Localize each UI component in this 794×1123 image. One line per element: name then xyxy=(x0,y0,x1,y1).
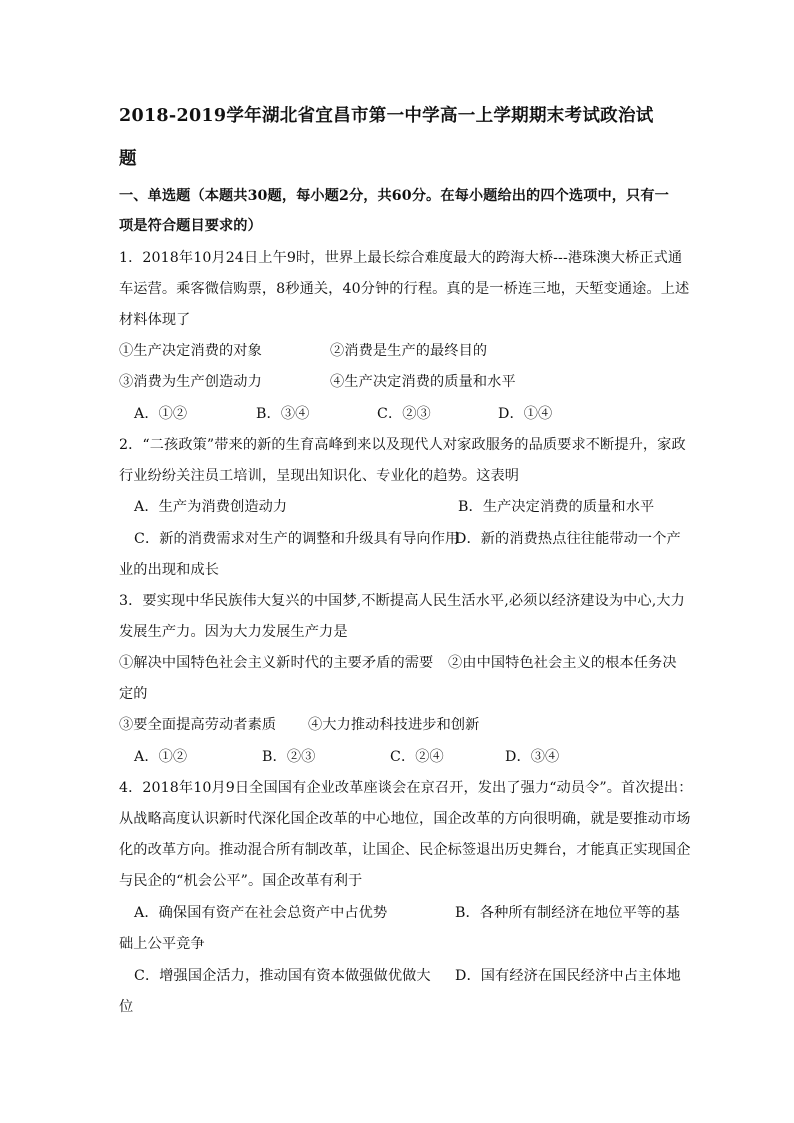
q2-option-b: B．生产决定消费的质量和水平 xyxy=(458,499,655,515)
q4-stem-line: 与民企的“机会公平”。国企改革有利于 xyxy=(119,873,363,889)
q1-option-b: B．③④ xyxy=(256,406,310,422)
q3-stem-line: 3．要实现中华民族伟大复兴的中国梦,不断提高人民生活水平,必须以经济建设为中心,大力 xyxy=(119,593,685,609)
q4-option-b-cont: 础上公平竞争 xyxy=(119,936,205,952)
q1-item: ③消费为生产创造动力 xyxy=(119,374,262,390)
section-heading-cont: 项是符合题目要求的） xyxy=(119,218,262,234)
q4-option-d-cont: 位 xyxy=(119,999,134,1015)
q3-item: ③要全面提高劳动者素质 xyxy=(119,717,277,733)
q4-stem-line: 化的改革方向。推动混合所有制改革，让国企、民企标签退出历史舞台，才能真正实现国企 xyxy=(119,842,691,858)
q4-stem-line: 4．2018年10月9日全国国有企业改革座谈会在京召开，发出了强力“动员令”。首次提出： xyxy=(119,780,693,796)
q1-option-d: D．①④ xyxy=(498,406,553,422)
q3-item: ①解决中国特色社会主义新时代的主要矛盾的需要 xyxy=(119,655,434,671)
q1-stem-line: 车运营。乘客微信购票，8秒通关，40分钟的行程。真的是一桥连三地，天堑变通途。上述 xyxy=(119,281,690,297)
q3-option-d: D．③④ xyxy=(505,749,560,765)
q2-option-d: D．新的消费热点往往能带动一个产 xyxy=(455,531,681,547)
q2-option-d-cont: 业的出现和成长 xyxy=(119,562,220,578)
q2-stem-line: 2．“二孩政策”带来的新的生育高峰到来以及现代人对家政服务的品质要求不断提升，家政 xyxy=(119,437,686,453)
q2-option-c: C．新的消费需求对生产的调整和升级具有导向作用 xyxy=(134,531,460,547)
q4-option-c: C．增强国企活力，推动国有资本做强做优做大 xyxy=(134,968,431,984)
q3-item-cont: 定的 xyxy=(119,686,148,702)
document-title-cont: 题 xyxy=(119,149,137,169)
q3-item: ④大力推动科技进步和创新 xyxy=(308,717,480,733)
q4-stem-line: 从战略高度认识新时代深化国企改革的中心地位，国企改革的方向很明确，就是要推动市场 xyxy=(119,811,691,827)
q4-option-d: D．国有经济在国民经济中占主体地 xyxy=(455,968,681,984)
q2-option-a: A．生产为消费创造动力 xyxy=(134,499,288,515)
q4-option-b: B．各种所有制经济在地位平等的基 xyxy=(455,905,680,921)
q1-item: ②消费是生产的最终目的 xyxy=(330,343,488,359)
q3-stem-line: 发展生产力。因为大力发展生产力是 xyxy=(119,624,348,640)
q1-option-a: A．①② xyxy=(134,406,188,422)
document-title: 2018-2019学年湖北省宜昌市第一中学高一上学期期末考试政治试 xyxy=(119,106,654,126)
q1-option-c: C．②③ xyxy=(377,406,431,422)
section-heading: 一、单选题（本题共30题，每小题2分，共60分。在每小题给出的四个选项中，只有一 xyxy=(119,188,669,204)
q2-stem-line: 行业纷纷关注员工培训，呈现出知识化、专业化的趋势。这表明 xyxy=(119,468,520,484)
q3-item: ②由中国特色社会主义的根本任务决 xyxy=(448,655,677,671)
q3-option-c: C．②④ xyxy=(390,749,444,765)
q1-stem-line: 材料体现了 xyxy=(119,312,191,328)
q3-option-a: A．①② xyxy=(134,749,188,765)
q1-item: ④生产决定消费的质量和水平 xyxy=(330,374,516,390)
q1-item: ①生产决定消费的对象 xyxy=(119,343,262,359)
q4-option-a: A．确保国有资产在社会总资产中占优势 xyxy=(134,905,388,921)
q1-stem-line: 1．2018年10月24日上午9时，世界上最长综合难度最大的跨海大桥---港珠澳大桥正式通 xyxy=(119,250,683,266)
q3-option-b: B．②③ xyxy=(262,749,316,765)
